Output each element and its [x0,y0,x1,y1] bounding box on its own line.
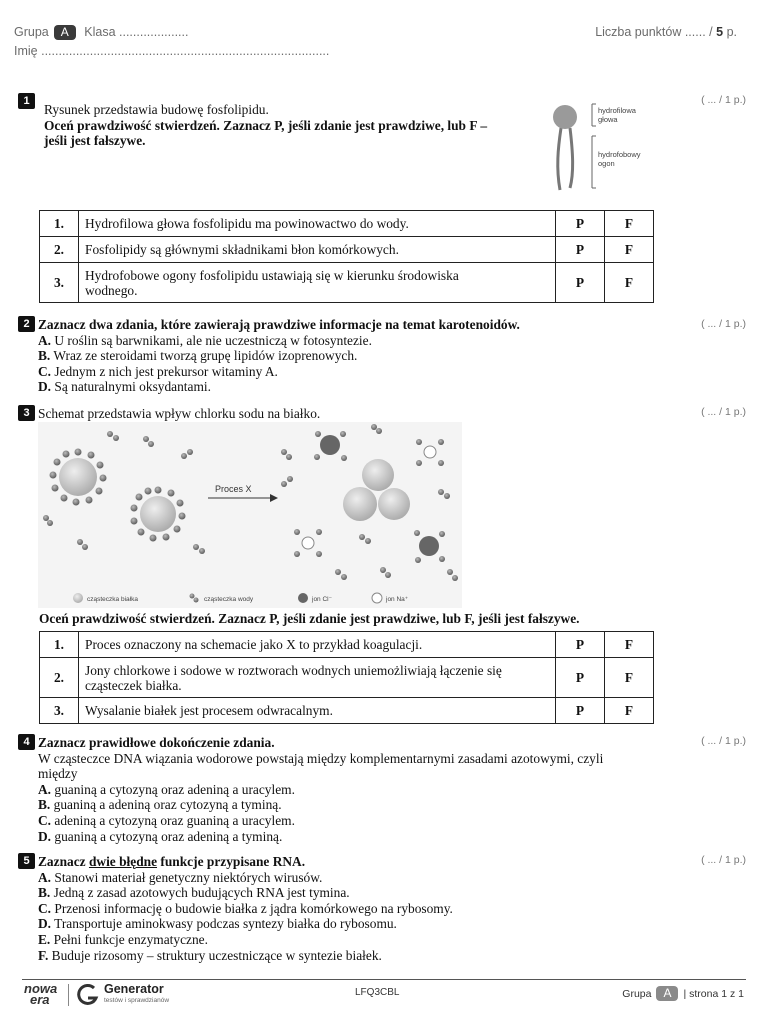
salting-out-diagram [38,422,462,608]
option[interactable]: A. Stanowi materiał genetyczny niektórych wirusów. [38,869,323,885]
option[interactable]: F. Buduje rizosomy – struktury uczestniczące w syntezie białek. [38,947,382,963]
question-3-number: 3 [18,405,35,421]
false-option[interactable]: F [605,237,654,263]
question-5-text: Zaznacz dwie błędne funkcje przypisane RNA. A. Stanowi materiał genetyczny niektórych wirusów. B. Jedną z zasad azotowych budujących RNA jest tymina. C. Przenosi informację o budowie białka z jądra komórkowego na rybosomy. D. Transportuje aminokwasy podczas syntezy białka do rybosomu. E. Pełni funkcje enzymatyczne. F. Buduje rizosomy – struktury uczestniczące w syntezie białek. [38,854,453,963]
question-4-text: Zaznacz prawidłowe dokończenie zdania. W cząsteczce DNA wiązania wodorowe powstają między komplementarnymi zasadami azotowymi, czyli między A. guaniną a cytozyną oraz adeniną a uracylem. B. guaniną a adeniną oraz cytozyną a tyminą. C. adeniną a cytozyną oraz guaniną a uracylem. D. guaniną a cytozyną oraz adeniną a tyminą. [38,735,604,844]
table-row: 1. Hydrofilowa głowa fosfolipidu ma powinowactwo do wody. P F [40,211,654,237]
question-4-points: ( ... / 1 p.) [701,735,746,747]
legend-sodium: jon Na⁺ [386,596,409,603]
option[interactable]: A. U roślin są barwnikami, ale nie uczestniczą w fotosyntezie. [38,332,372,348]
option[interactable]: B. guaniną a adeniną oraz cytozyną a tyminą. [38,797,282,813]
option[interactable]: C. Przenosi informację o budowie białka z jądra komórkowego na rybosomy. [38,900,453,916]
question-2-points: ( ... / 1 p.) [701,318,746,330]
phospholipid-figure [540,98,650,194]
table-row: 2. Fosfolipidy są głównymi składnikami błon komórkowych. P F [40,237,654,263]
points-field: Liczba punktów ...... / 5 p. [595,25,737,39]
group-field: Grupa A Klasa .................... [14,25,189,39]
true-option[interactable]: P [556,237,605,263]
document-code: LFQ3CBL [355,987,400,998]
false-option[interactable]: F [605,263,654,303]
table-row: 1. Proces oznaczony na schemacie jako X to przykład koagulacji. P F [40,632,654,658]
false-option[interactable]: F [605,632,654,658]
table-row: 3. Hydrofobowe ogony fosfolipidu ustawiają się w kierunku środowiska wodnego. P F [40,263,654,303]
table-row: 3. Wysalanie białek jest procesem odwracalnym. P F [40,698,654,724]
question-5-points: ( ... / 1 p.) [701,854,746,866]
legend-protein: cząsteczka białka [87,596,138,603]
question-2-number: 2 [18,316,35,332]
tail-label: hydrofobowy [598,150,641,159]
question-2-text: Zaznacz dwa zdania, które zawierają prawdziwe informacje na temat karotenoidów. A. U roślin są barwnikami, ale nie uczestniczą w fotosyntezie. B. Wraz ze steroidami tworzą grupę lipidów izoprenowych. C. Jednym z nich jest prekursor witaminy A. D. Są naturalnymi oksydantami. [38,317,520,395]
tail-label-2: ogon [598,159,615,168]
footer-group-badge: A [656,986,678,1001]
false-option[interactable]: F [605,658,654,698]
footer-divider [22,979,746,980]
generator-logo-icon [76,983,100,1007]
question-3-intro: Schemat przedstawia wpływ chlorku sodu na białko. [38,406,321,421]
group-badge: A [54,25,76,40]
true-option[interactable]: P [556,263,605,303]
option[interactable]: B. Wraz ze steroidami tworzą grupę lipidów izoprenowych. [38,348,358,364]
nowa-era-logo: nowa era [24,981,58,1007]
question-4-number: 4 [18,734,35,750]
question-1-text: Rysunek przedstawia budowę fosfolipidu. Oceń prawdziwość stwierdzeń. Zaznacz P, jeśli zdanie jest prawdziwe, lub F – jeśli jest fałszywe. [44,102,488,149]
option[interactable]: D. Transportuje aminokwasy podczas syntezy białka do rybosomu. [38,916,397,932]
question-3-instruction: Oceń prawdziwość stwierdzeń. Zaznacz P, jeśli zdanie jest prawdziwe, lub F, jeśli jest fałszywe. [39,611,580,626]
question-5-number: 5 [18,853,35,869]
name-field: Imię ................................................................................... [14,44,330,58]
page-info: Grupa A | strona 1 z 1 [622,986,744,1000]
option[interactable]: E. Pełni funkcje enzymatyczne. [38,931,208,947]
question-1-points: ( ... / 1 p.) [701,94,746,106]
legend-water: cząsteczka wody [204,596,254,603]
logo-divider [68,984,69,1006]
question-3-table [39,631,654,724]
legend-chloride: jon Cl⁻ [312,596,333,603]
head-label-2: głowa [598,115,618,124]
question-3-points: ( ... / 1 p.) [701,406,746,418]
generator-logo: Generator testów i sprawdzianów [104,982,170,1004]
true-option[interactable]: P [556,698,605,724]
true-option[interactable]: P [556,658,605,698]
table-row: 2. Jony chlorkowe i sodowe w roztworach wodnych uniemożliwiają łączenie się cząsteczek białka. P F [40,658,654,698]
question-1-table [39,210,654,303]
option[interactable]: C. adeniną a cytozyną oraz guaniną a uracylem. [38,812,295,828]
option[interactable]: D. guaniną a cytozyną oraz adeniną a tyminą. [38,828,283,844]
option[interactable]: A. guaniną a cytozyną oraz adeniną a uracylem. [38,781,295,797]
option[interactable]: D. Są naturalnymi oksydantami. [38,379,211,395]
question-1-number: 1 [18,93,35,109]
true-option[interactable]: P [556,632,605,658]
head-label: hydrofilowa [598,106,636,115]
option[interactable]: B. Jedną z zasad azotowych budujących RNA jest tymina. [38,885,350,901]
arrow-label: Proces X [215,484,252,494]
option[interactable]: C. Jednym z nich jest prekursor witaminy A. [38,363,278,379]
true-option[interactable]: P [556,211,605,237]
false-option[interactable]: F [605,211,654,237]
false-option[interactable]: F [605,698,654,724]
